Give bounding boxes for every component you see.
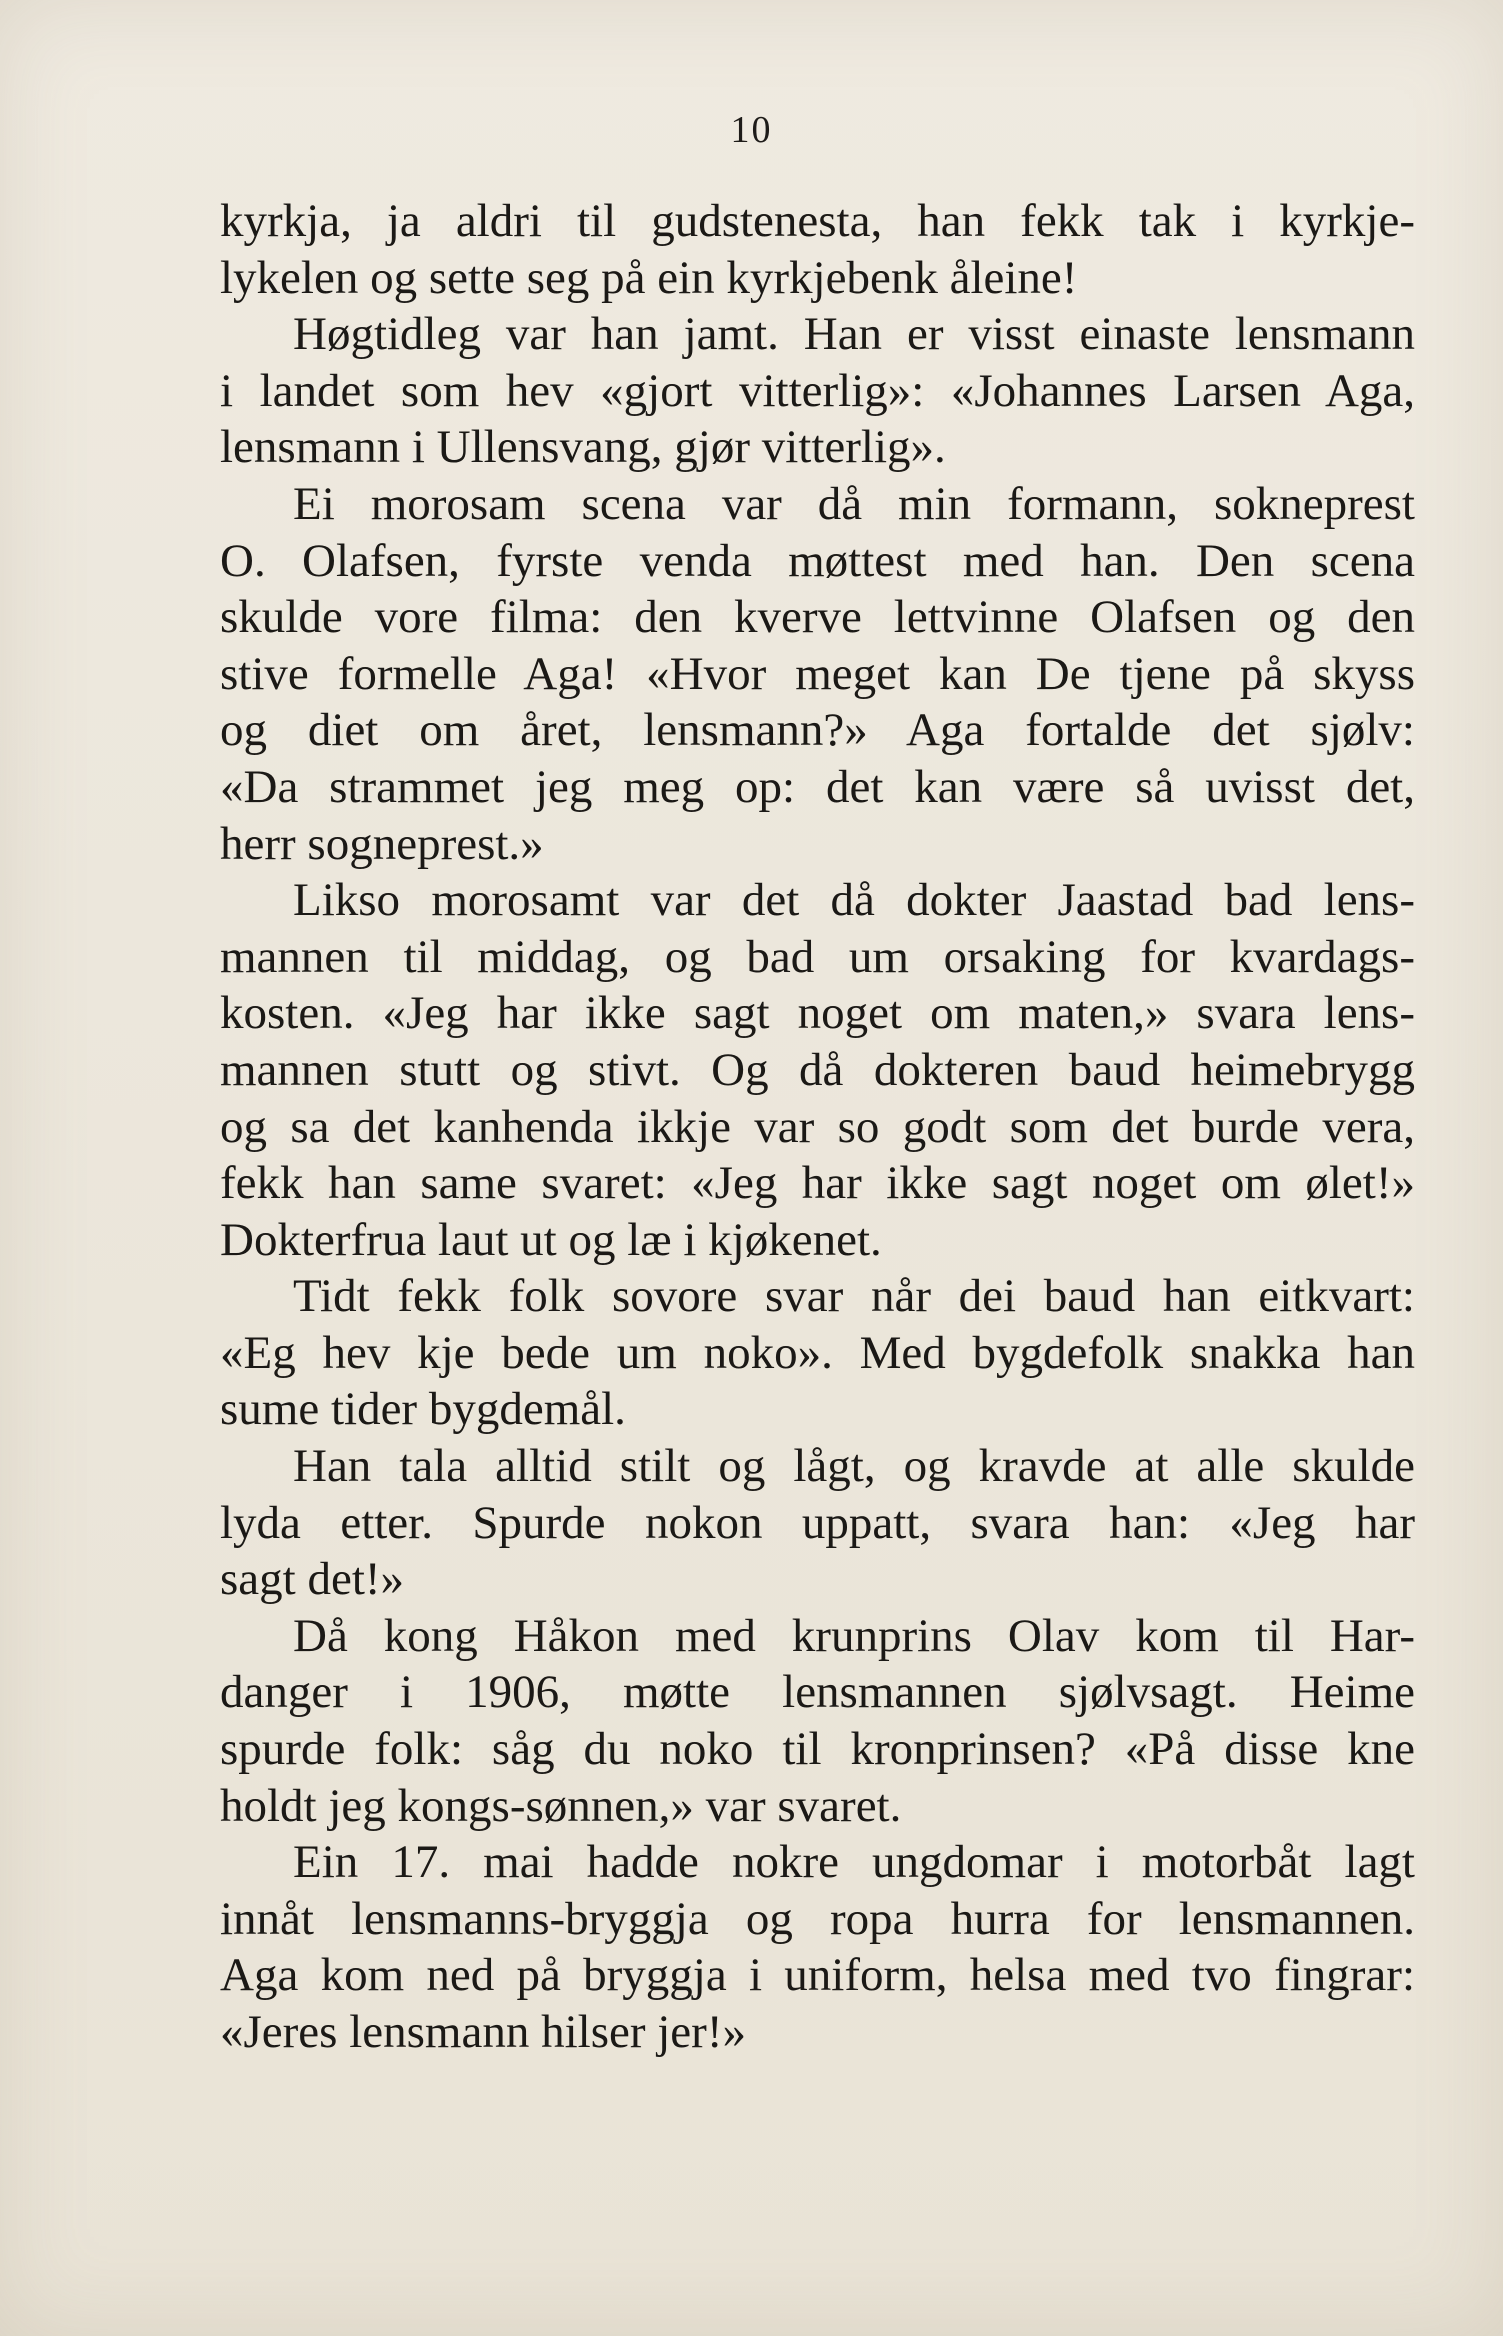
text-line: Likso morosamt var det då dokter Jaastad bad lens- — [293, 874, 1415, 927]
text-line: lensmann i Ullensvang, gjør vitterlig». — [220, 421, 946, 474]
text-line: «Da strammet jeg meg op: det kan være så uvisst det, — [220, 760, 1415, 813]
text-line: Høgtidleg var han jamt. Han er visst einaste lensmann — [293, 308, 1415, 361]
page-number: 10 — [730, 109, 773, 151]
text-line: kyrkja, ja aldri til gudstenesta, han fekk tak i kyrkje- — [220, 195, 1415, 247]
text-line: «Eg hev kje bede um noko». Med bygdefolk snakka han — [220, 1326, 1415, 1379]
text-line: herr sogneprest.» — [220, 817, 544, 870]
text-line: Ei morosam scena var då min formann, sokneprest — [293, 477, 1415, 530]
text-line: skulde vore filma: den kverve lettvinne Olafsen og den — [220, 591, 1415, 644]
text-line: og sa det kanhenda ikkje var so godt som det burde vera, — [220, 1100, 1415, 1153]
body-text — [220, 193, 1415, 2061]
text-line: og diet om året, lensmann?» Aga fortalde det sjølv: — [220, 704, 1415, 757]
text-line: Då kong Håkon med krunprins Olav kom til Har- — [293, 1609, 1415, 1662]
text-line: spurde folk: såg du noko til kronprinsen? «På disse kne — [220, 1723, 1415, 1776]
text-line: fekk han same svaret: «Jeg har ikke sagt noget om ølet!» — [220, 1157, 1415, 1210]
text-line: Aga kom ned på bryggja i uniform, helsa med tvo fingrar: — [220, 1949, 1415, 2002]
text-line: sagt det!» — [220, 1553, 405, 1606]
text-line: stive formelle Aga! «Hvor meget kan De tjene på skyss — [220, 647, 1415, 700]
text-line: Ein 17. mai hadde nokre ungdomar i motorbåt lagt — [293, 1836, 1415, 1889]
text-line: i landet som hev «gjort vitterlig»: «Johannes Larsen Aga, — [220, 364, 1415, 417]
text-line: lyda etter. Spurde nokon uppatt, svara han: «Jeg har — [220, 1496, 1415, 1549]
text-line: kosten. «Jeg har ikke sagt noget om maten,» svara lens- — [220, 987, 1415, 1040]
text-line: sume tider bygdemål. — [220, 1383, 626, 1436]
text-line: danger i 1906, møtte lensmannen sjølvsagt. Heime — [220, 1666, 1415, 1719]
text-line: Han tala alltid stilt og lågt, og kravde at alle skulde — [293, 1440, 1415, 1493]
text-line: mannen til middag, og bad um orsaking for kvardags- — [220, 930, 1415, 983]
text-line: holdt jeg kongs-sønnen,» var svaret. — [220, 1779, 902, 1832]
text-line: «Jeres lensmann hilser jer!» — [220, 2006, 746, 2058]
text-line: innåt lensmanns-bryggja og ropa hurra for lensmannen. — [220, 1892, 1415, 1945]
text-line: O. Olafsen, fyrste venda møttest med han. Den scena — [220, 534, 1415, 587]
text-line: lykelen og sette seg på ein kyrkjebenk åleine! — [220, 251, 1078, 304]
text-line: Tidt fekk folk sovore svar når dei baud han eitkvart: — [293, 1270, 1415, 1323]
text-line: Dokterfrua laut ut og læ i kjøkenet. — [220, 1213, 882, 1266]
text-line: mannen stutt og stivt. Og då dokteren baud heimebrygg — [220, 1043, 1415, 1096]
